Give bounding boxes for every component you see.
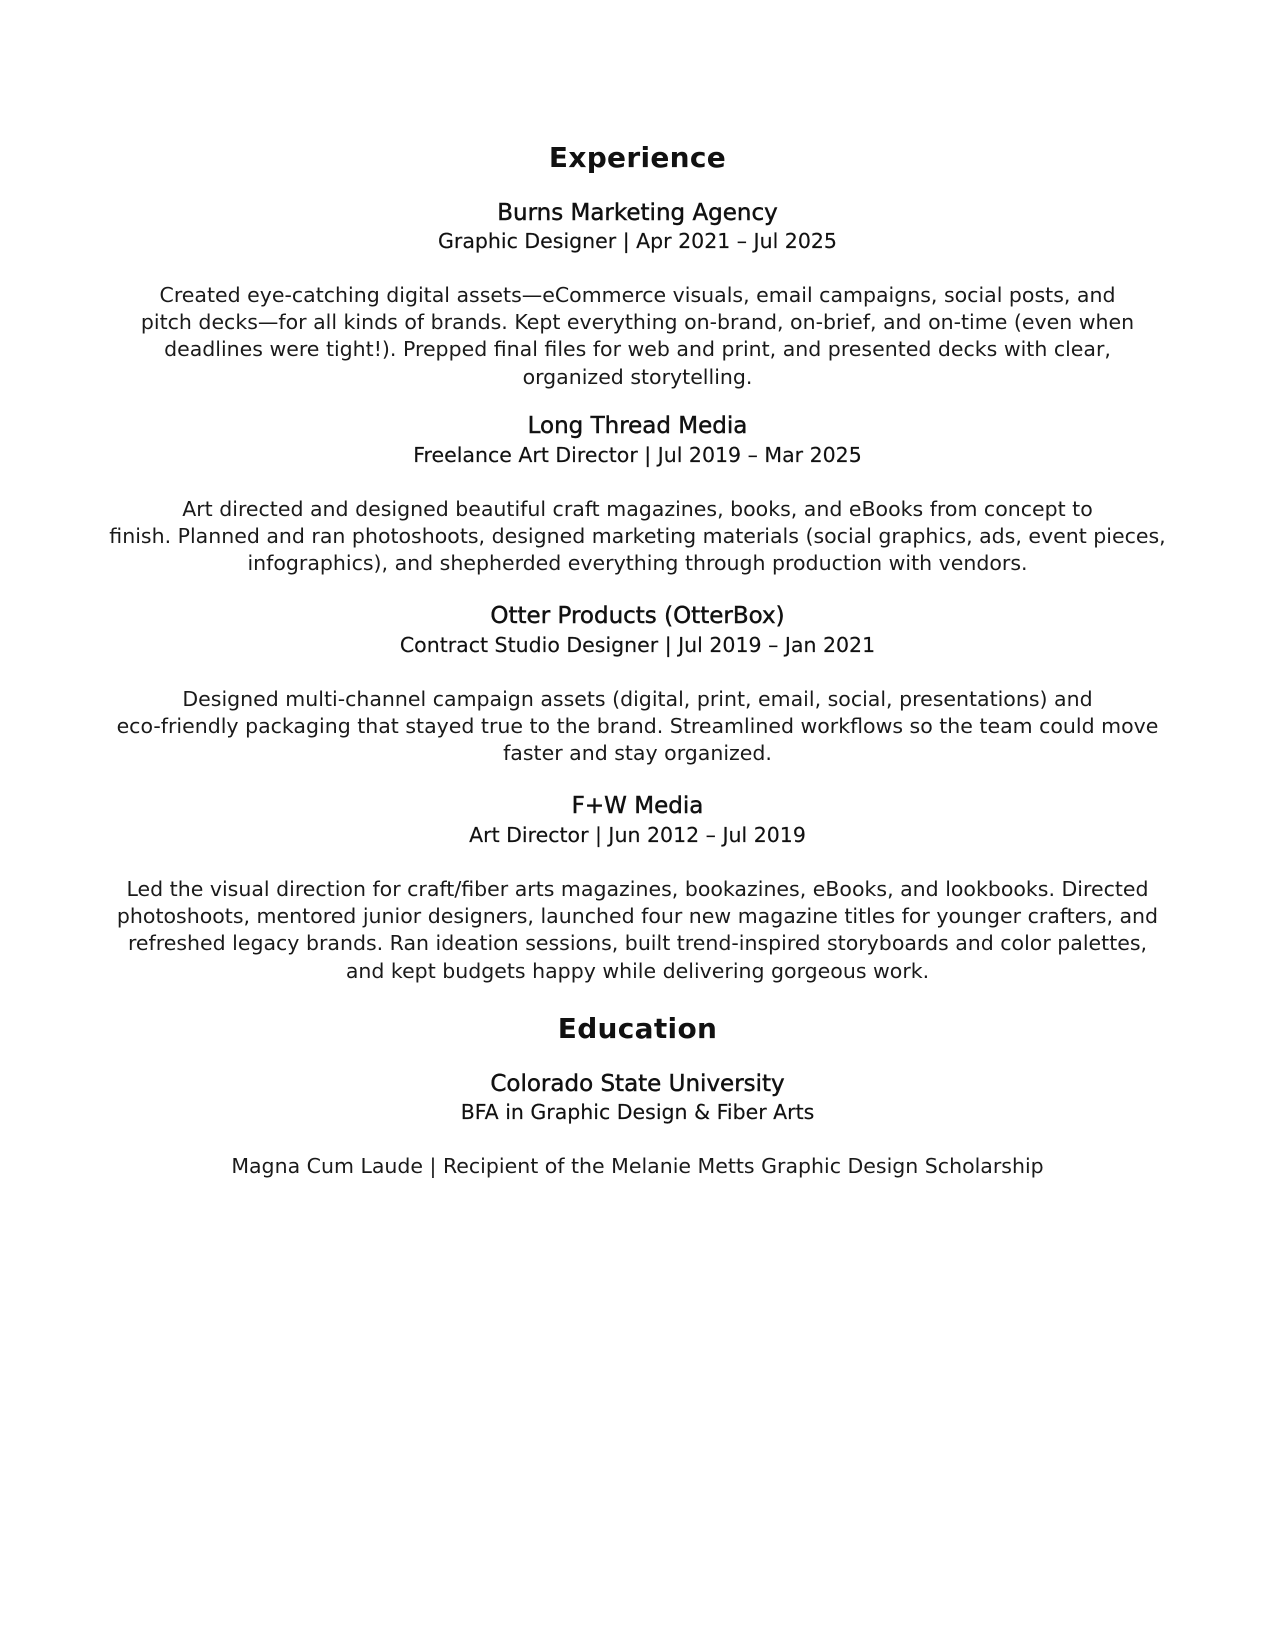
description-line: photoshoots, mentored junior designers, launched four new magazine titles for younger crafters, and <box>116 904 1159 929</box>
job-role: Graphic Designer | Apr 2021 – Jul 2025 <box>438 229 837 253</box>
job-company: Burns Marketing Agency <box>497 200 778 226</box>
description-line: Designed multi-channel campaign assets (digital, print, email, social, presentations) and <box>182 687 1093 711</box>
education-heading: Education <box>557 1012 718 1045</box>
honors-line: Magna Cum Laude | Recipient of the Melanie Metts Graphic Design Scholarship <box>231 1154 1044 1178</box>
description-line: Created eye-catching digital assets—eCommerce visuals, email campaigns, social posts, and <box>159 283 1116 307</box>
job-company: F+W Media <box>571 793 704 819</box>
description-line: deadlines were tight!). Prepped final files for web and print, and presented decks with clear, <box>164 337 1111 362</box>
job-role: Art Director | Jun 2012 – Jul 2019 <box>469 823 806 847</box>
description-line: finish. Planned and ran photoshoots, designed marketing materials (social graphics, ads, event pieces, <box>109 524 1166 549</box>
description-line: eco-friendly packaging that stayed true to the brand. Streamlined workflows so the team could move <box>116 714 1159 739</box>
job-description <box>80 282 1195 391</box>
school-name: Colorado State University <box>490 1071 785 1097</box>
description-line: pitch decks—for all kinds of brands. Kept everything on-brand, on-brief, and on-time (even when <box>140 310 1135 335</box>
experience-heading: Experience <box>548 141 727 174</box>
job-description <box>80 876 1195 985</box>
description-line: refreshed legacy brands. Ran ideation sessions, built trend-inspired storyboards and color palettes, <box>127 931 1148 956</box>
degree: BFA in Graphic Design & Fiber Arts <box>460 1100 815 1124</box>
honors <box>80 1153 1195 1180</box>
description-line: Art directed and designed beautiful craft magazines, books, and eBooks from concept to <box>182 497 1093 521</box>
job-role: Freelance Art Director | Jul 2019 – Mar 2025 <box>413 443 862 467</box>
description-line: faster and stay organized. <box>503 741 772 766</box>
job-company: Long Thread Media <box>527 413 748 439</box>
job-role: Contract Studio Designer | Jul 2019 – Jan 2021 <box>399 633 876 657</box>
job-company: Otter Products (OtterBox) <box>490 603 785 629</box>
description-line: infographics), and shepherded everything through production with vendors. <box>247 551 1028 576</box>
description-line: Led the visual direction for craft/fiber arts magazines, bookazines, eBooks, and lookbooks. Directed <box>126 877 1149 901</box>
job-description <box>80 686 1195 768</box>
description-line: organized storytelling. <box>522 364 753 389</box>
description-line: and kept budgets happy while delivering gorgeous work. <box>345 958 930 983</box>
job-description <box>80 496 1195 578</box>
